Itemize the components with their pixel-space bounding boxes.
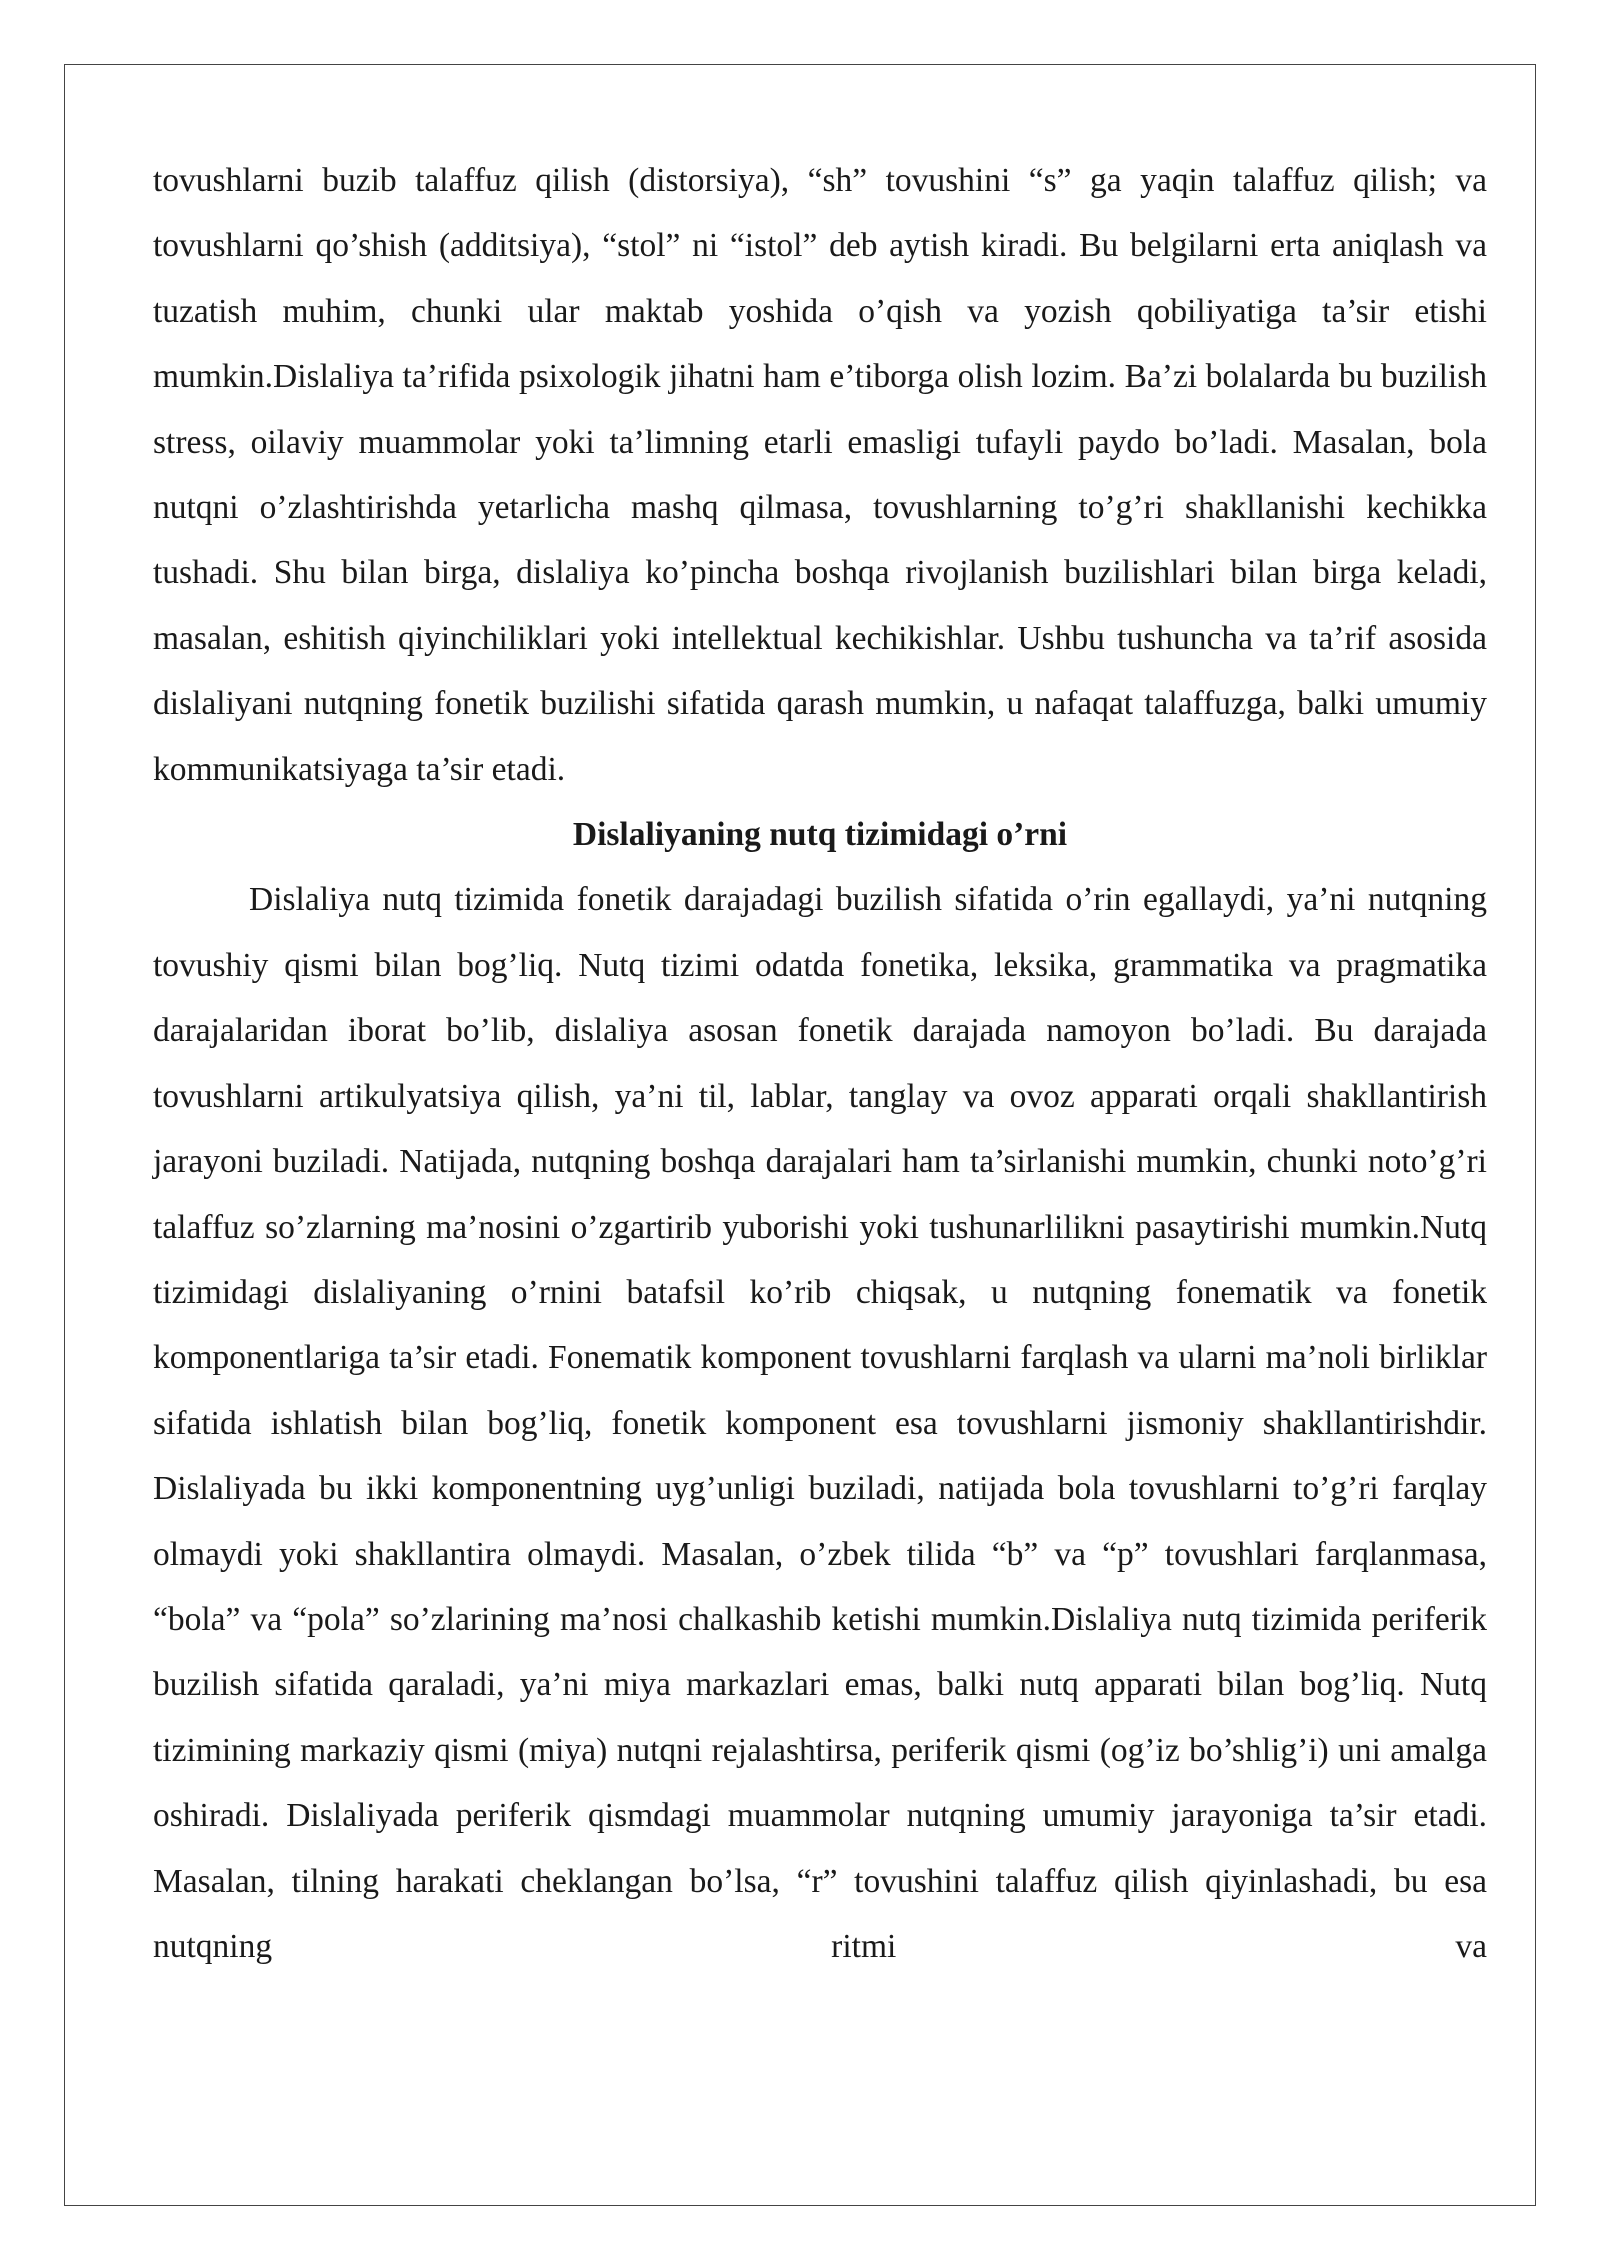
paragraph-2: Dislaliya nutq tizimida fonetik darajadagi buzilish sifatida o’rin egallaydi, ya’ni nutqning tovushiy qismi bilan bog’liq. Nutq tizimi odatda fonetika, leksika, grammatika va pragmatika darajalaridan iborat bo’lib, dislaliya asosan fonetik darajada namoyon bo’ladi. Bu darajada tovushlarni artikulyatsiya qilish, ya’ni til, lablar, tanglay va ovoz apparati orqali shakllantirish jarayoni buziladi. Natijada, nutqning boshqa darajalari ham ta’sirlanishi mumkin, chunki noto’g’ri talaffuz so’zlarning ma’nosini o’zgartirib yuborishi yoki tushunarlilikni pasaytirishi mumkin.Nutq tizimidagi dislaliyaning o’rnini batafsil ko’rib chiqsak, u nutqning fonematik va fonetik komponentlariga ta’sir etadi. Fonematik komponent tovushlarni farqlash va ularni ma’noli birliklar sifatida ishlatish bilan bog’liq, fonetik komponent esa tovushlarni jismoniy shakllantirishdir. Dislaliyada bu ikki komponentning uyg’unligi buziladi, natijada bola tovushlarni to’g’ri farqlay olmaydi yoki shakllantira olmaydi. Masalan, o’zbek tilida “b” va “p” tovushlari farqlanmasa, “bola” va “pola” so’zlarining ma’nosi chalkashib ketishi mumkin.Dislaliya nutq tizimida periferik buzilish sifatida qaraladi, ya’ni miya markazlari emas, balki nutq apparati bilan bog’liq. Nutq tizimining markaziy qismi (miya) nutqni rejalashtirsa, periferik qismi (og’iz bo’shlig’i) uni amalga oshiradi. Dislaliyada periferik qismdagi muammolar nutqning umumiy jarayoniga ta’sir etadi. Masalan, tilning harakati cheklangan bo’lsa, “r” tovushini talaffuz qilish qiyinlashadi, bu esa nutqning ritmi va bbox=[153, 881, 1487, 1965]
section-heading: Dislaliyaning nutq tizimidagi o’rni bbox=[572, 816, 1068, 854]
paragraph-1: tovushlarni buzib talaffuz qilish (distorsiya), “sh” tovushini “s” ga yaqin talaffuz qilish; va tovushlarni qo’shish (additsiya), “stol” ni “istol” deb aytish kiradi. Bu belgilarni erta aniqlash va tuzatish muhim, chunki ular maktab yoshida o’qish va yozish qobiliyatiga ta’sir etishi mumkin.Dislaliya ta’rifida psixologik jihatni ham e’tiborga olish lozim. Ba’zi bolalarda bu buzilish stress, oilaviy muammolar yoki ta’limning etarli emasligi tufayli paydo bo’ladi. Masalan, bola nutqni o’zlashtirishda yetarlicha mashq qilmasa, tovushlarning to’g’ri shakllanishi kechikka tushadi. Shu bilan birga, dislaliya ko’pincha boshqa rivojlanish buzilishlari bilan birga keladi, masalan, eshitish qiyinchiliklari yoki intellektual kechikishlar. Ushbu tushuncha va ta’rif asosida dislaliyani nutqning fonetik buzilishi sifatida qarash mumkin, u nafaqat talaffuzga, balki umumiy kommunikatsiyaga ta’sir etadi. bbox=[153, 162, 1487, 788]
document-body bbox=[153, 148, 1487, 1979]
